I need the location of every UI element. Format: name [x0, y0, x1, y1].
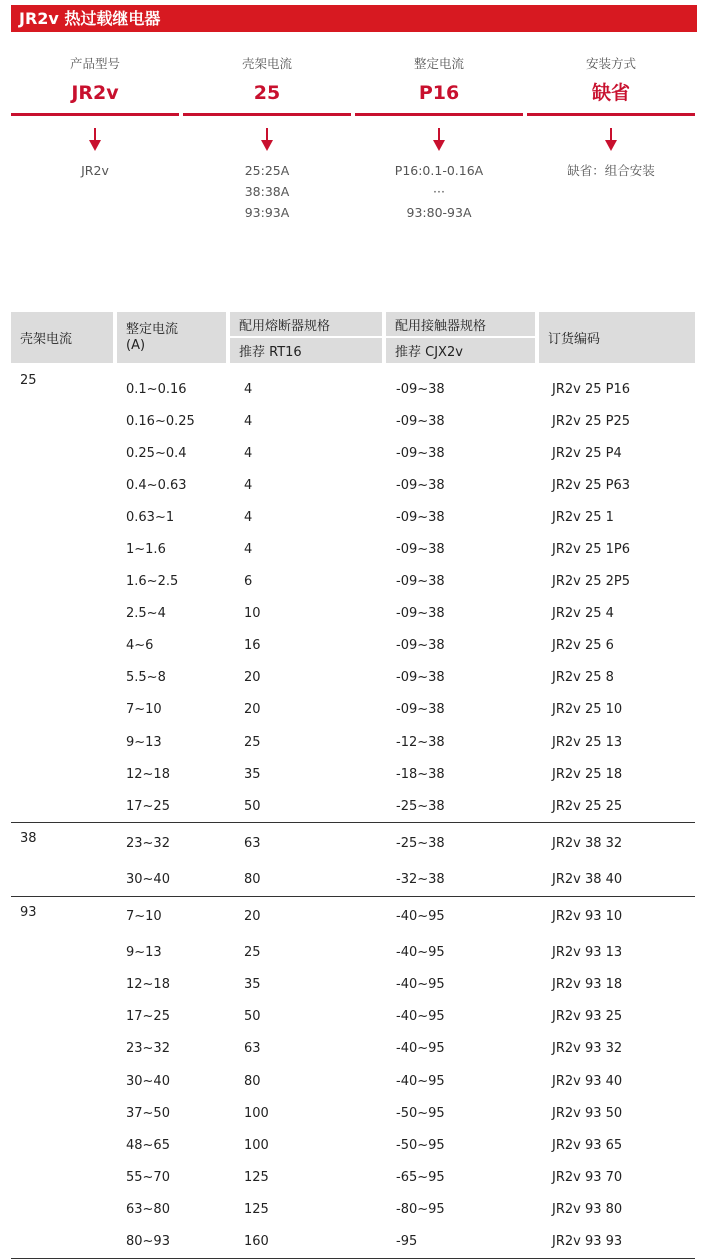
cell-setting-current: 48~65 — [126, 1137, 170, 1153]
cell-setting-current: 30~40 — [117, 863, 230, 896]
cell-frame-current — [11, 630, 117, 662]
cell-setting-current: 7~10 — [126, 702, 162, 718]
cell-contactor: -65~95 — [396, 1169, 445, 1185]
cell-setting-current: 7~10 — [126, 909, 162, 925]
cell-setting-current: 12~18 — [126, 766, 170, 782]
cell-fuse: 160 — [230, 1225, 386, 1258]
cell-fuse: 100 — [244, 1137, 269, 1153]
table-row — [11, 790, 695, 823]
cell-fuse: 6 — [244, 574, 253, 590]
cell-fuse: 20 — [244, 702, 261, 718]
table-row — [11, 758, 695, 790]
cell-fuse: 4 — [244, 381, 253, 397]
table-body — [11, 363, 695, 1259]
header-fuse: 配用熔断器规格 — [230, 312, 386, 336]
cell-order-code: JR2v 93 18 — [552, 977, 623, 993]
cell-setting-current: 37~50 — [126, 1105, 170, 1121]
cell-order-code: JR2v 93 65 — [552, 1137, 623, 1153]
cell-contactor: -40~95 — [396, 1009, 445, 1025]
cell-setting-current: 0.25~0.4 — [126, 445, 187, 461]
cell-frame-current — [11, 437, 117, 469]
cell-frame-current — [11, 758, 117, 790]
cell-order-code: JR2v 25 P4 — [552, 445, 622, 461]
cell-setting-current: 17~25 — [117, 790, 230, 823]
table-row — [11, 469, 695, 501]
table-row — [11, 1033, 695, 1065]
cell-frame-current — [11, 1129, 117, 1161]
header-contactor-recommend: 推荐 CJX2v — [386, 336, 539, 363]
code-label: 壳架电流 — [241, 56, 292, 71]
code-option: ··· — [433, 184, 445, 199]
code-column-setting-current — [355, 55, 523, 223]
cell-frame-current — [11, 863, 117, 896]
cell-setting-current: 12~18 — [126, 977, 170, 993]
table-row — [11, 694, 695, 726]
cell-contactor: -25~38 — [396, 835, 445, 851]
cell-contactor: -40~95 — [396, 1073, 445, 1089]
table-row — [11, 937, 695, 969]
cell-fuse: 4 — [244, 509, 253, 525]
table-row — [11, 662, 695, 694]
cell-frame-current: 93 — [20, 904, 37, 920]
cell-fuse: 4 — [244, 542, 253, 558]
cell-order-code: JR2v 93 32 — [552, 1041, 623, 1057]
table-row — [11, 969, 695, 1001]
cell-order-code: JR2v 93 70 — [552, 1169, 623, 1185]
cell-fuse: 16 — [244, 638, 261, 654]
cell-contactor: -09~38 — [396, 477, 445, 493]
code-column-frame-current — [183, 55, 351, 223]
cell-frame-current: 38 — [20, 831, 37, 847]
cell-fuse: 50 — [230, 790, 386, 823]
cell-contactor: -50~95 — [396, 1105, 445, 1121]
cell-contactor: -40~95 — [396, 1041, 445, 1057]
cell-order-code: JR2v 25 P16 — [552, 381, 631, 397]
cell-contactor: -40~95 — [396, 909, 445, 925]
table-row — [11, 823, 695, 863]
cell-setting-current: 0.16~0.25 — [126, 413, 195, 429]
arrow-down-icon — [260, 128, 274, 152]
header-setting-current: 整定电流 (A) — [117, 312, 230, 363]
cell-order-code: JR2v 38 32 — [552, 835, 623, 851]
code-column-install-method — [527, 55, 695, 181]
cell-order-code: JR2v 25 8 — [552, 670, 614, 686]
cell-setting-current: 55~70 — [126, 1169, 170, 1185]
code-option: JR2v — [81, 163, 109, 178]
code-label: 整定电流 — [413, 56, 464, 71]
cell-contactor: -09~38 — [396, 702, 445, 718]
cell-order-code: JR2v 93 50 — [552, 1105, 623, 1121]
cell-contactor: -50~95 — [396, 1137, 445, 1153]
cell-fuse: 80 — [244, 1073, 261, 1089]
cell-order-code: JR2v 93 80 — [552, 1201, 623, 1217]
cell-fuse: 4 — [244, 445, 253, 461]
divider — [527, 113, 695, 116]
cell-contactor: -95 — [386, 1225, 539, 1258]
cell-frame-current — [11, 1001, 117, 1033]
cell-frame-current — [11, 469, 117, 501]
table-row — [11, 897, 695, 937]
cell-fuse: 63 — [244, 1041, 261, 1057]
code-options — [355, 160, 523, 223]
cell-order-code: JR2v 93 13 — [552, 945, 623, 961]
cell-setting-current: 0.63~1 — [126, 509, 175, 525]
cell-fuse: 25 — [244, 734, 261, 750]
cell-contactor: -09~38 — [396, 670, 445, 686]
code-value: JR2v — [71, 82, 119, 104]
cell-contactor: -80~95 — [396, 1201, 445, 1217]
cell-order-code: JR2v 25 P63 — [552, 477, 631, 493]
table-row — [11, 1225, 695, 1258]
cell-contactor: -40~95 — [396, 977, 445, 993]
table-row — [11, 437, 695, 469]
code-option: 93:80-93A — [406, 205, 472, 220]
cell-order-code: JR2v 93 25 — [552, 1009, 623, 1025]
cell-frame-current — [11, 566, 117, 598]
cell-order-code: JR2v 93 40 — [552, 1073, 623, 1089]
table-row — [11, 1001, 695, 1033]
cell-frame-current — [11, 501, 117, 533]
cell-setting-current: 23~32 — [126, 1041, 170, 1057]
cell-frame-current — [11, 1065, 117, 1097]
code-option: 93:93A — [244, 205, 290, 220]
cell-fuse: 10 — [244, 606, 261, 622]
cell-order-code: JR2v 25 13 — [552, 734, 623, 750]
page-title: JR2v 热过载继电器 — [11, 5, 697, 32]
cell-frame-current — [11, 1225, 117, 1258]
header-fuse-recommend: 推荐 RT16 — [230, 336, 386, 363]
cell-order-code: JR2v 25 P25 — [552, 413, 631, 429]
cell-contactor: -40~95 — [396, 945, 445, 961]
cell-frame-current — [11, 969, 117, 1001]
code-options — [11, 160, 179, 181]
cell-frame-current — [11, 598, 117, 630]
cell-setting-current: 63~80 — [126, 1201, 170, 1217]
cell-contactor: -09~38 — [396, 509, 445, 525]
cell-order-code: JR2v 25 4 — [552, 606, 614, 622]
cell-setting-current: 30~40 — [126, 1073, 170, 1089]
cell-contactor: -25~38 — [386, 790, 539, 823]
header-order-code: 订货编码 — [539, 312, 695, 363]
cell-fuse: 4 — [244, 413, 253, 429]
cell-setting-current: 4~6 — [126, 638, 154, 654]
cell-frame-current — [11, 790, 117, 823]
cell-fuse: 100 — [244, 1105, 269, 1121]
code-options — [527, 160, 695, 181]
table-row — [11, 1097, 695, 1129]
cell-order-code: JR2v 25 18 — [552, 766, 623, 782]
cell-fuse: 20 — [244, 670, 261, 686]
table-row — [11, 630, 695, 662]
cell-frame-current — [11, 533, 117, 565]
cell-frame-current — [11, 1193, 117, 1225]
cell-contactor: -32~38 — [386, 863, 539, 896]
cell-fuse: 35 — [244, 766, 261, 782]
code-value: 缺省 — [591, 82, 630, 104]
cell-fuse: 35 — [244, 977, 261, 993]
cell-setting-current: 1~1.6 — [126, 542, 166, 558]
cell-frame-current — [11, 1161, 117, 1193]
table-row — [11, 598, 695, 630]
code-label: 产品型号 — [69, 56, 120, 71]
cell-fuse: 63 — [244, 835, 261, 851]
cell-setting-current: 9~13 — [126, 945, 162, 961]
cell-order-code: JR2v 38 40 — [539, 863, 695, 896]
cell-contactor: -12~38 — [396, 734, 445, 750]
cell-setting-current: 9~13 — [126, 734, 162, 750]
cell-contactor: -09~38 — [396, 638, 445, 654]
cell-frame-current — [11, 694, 117, 726]
cell-order-code: JR2v 25 2P5 — [552, 574, 631, 590]
code-option: 缺省：组合安装 — [567, 163, 655, 178]
code-column-product-model — [11, 55, 179, 181]
table-row — [11, 566, 695, 598]
header-frame-current: 壳架电流 — [11, 312, 117, 363]
table-row — [11, 405, 695, 437]
cell-order-code: JR2v 25 10 — [552, 702, 623, 718]
arrow-down-icon — [604, 128, 618, 152]
cell-contactor: -09~38 — [396, 381, 445, 397]
cell-contactor: -09~38 — [396, 445, 445, 461]
divider — [183, 113, 351, 116]
code-option: P16:0.1-0.16A — [394, 163, 484, 178]
table-header — [11, 312, 695, 363]
table-row — [11, 1161, 695, 1193]
table-row — [11, 363, 695, 405]
ordering-code-legend — [11, 55, 697, 245]
cell-frame-current — [11, 405, 117, 437]
code-options — [183, 160, 351, 223]
code-value: P16 — [418, 82, 460, 104]
cell-fuse: 4 — [244, 477, 253, 493]
cell-fuse: 125 — [244, 1201, 269, 1217]
cell-frame-current: 25 — [20, 373, 37, 388]
cell-fuse: 25 — [244, 945, 261, 961]
header-contactor: 配用接触器规格 — [386, 312, 539, 336]
cell-contactor: -18~38 — [396, 766, 445, 782]
divider — [11, 113, 179, 116]
cell-order-code: JR2v 93 10 — [552, 909, 623, 925]
arrow-down-icon — [88, 128, 102, 152]
divider — [355, 113, 523, 116]
code-option: 38:38A — [244, 184, 290, 199]
table-row — [11, 863, 695, 896]
cell-contactor: -09~38 — [396, 606, 445, 622]
cell-fuse: 80 — [230, 863, 386, 896]
cell-setting-current: 1.6~2.5 — [126, 574, 179, 590]
cell-frame-current — [11, 937, 117, 969]
code-option: 25:25A — [244, 163, 290, 178]
table-row — [11, 726, 695, 758]
table-row — [11, 501, 695, 533]
cell-setting-current: 2.5~4 — [126, 606, 166, 622]
cell-setting-current: 0.1~0.16 — [126, 381, 187, 397]
cell-contactor: -09~38 — [396, 574, 445, 590]
cell-fuse: 20 — [244, 909, 261, 925]
selection-table — [11, 312, 695, 1259]
cell-fuse: 125 — [244, 1169, 269, 1185]
cell-order-code: JR2v 25 1 — [552, 509, 614, 525]
code-label: 安装方式 — [585, 56, 636, 71]
cell-setting-current: 80~93 — [117, 1225, 230, 1258]
cell-setting-current: 5.5~8 — [126, 670, 166, 686]
cell-order-code: JR2v 25 25 — [539, 790, 695, 823]
cell-fuse: 50 — [244, 1009, 261, 1025]
cell-frame-current — [11, 726, 117, 758]
arrow-down-icon — [432, 128, 446, 152]
table-row — [11, 1129, 695, 1161]
cell-setting-current: 0.4~0.63 — [126, 477, 187, 493]
cell-contactor: -09~38 — [396, 413, 445, 429]
table-row — [11, 1193, 695, 1225]
table-row — [11, 533, 695, 565]
cell-frame-current — [11, 1097, 117, 1129]
cell-order-code: JR2v 25 1P6 — [552, 542, 631, 558]
cell-frame-current — [11, 1033, 117, 1065]
cell-frame-current — [11, 662, 117, 694]
cell-order-code: JR2v 25 6 — [552, 638, 614, 654]
code-value: 25 — [253, 82, 281, 104]
cell-setting-current: 23~32 — [126, 835, 170, 851]
table-row — [11, 1065, 695, 1097]
cell-order-code: JR2v 93 93 — [539, 1225, 695, 1258]
cell-setting-current: 17~25 — [126, 1009, 170, 1025]
cell-contactor: -09~38 — [396, 542, 445, 558]
